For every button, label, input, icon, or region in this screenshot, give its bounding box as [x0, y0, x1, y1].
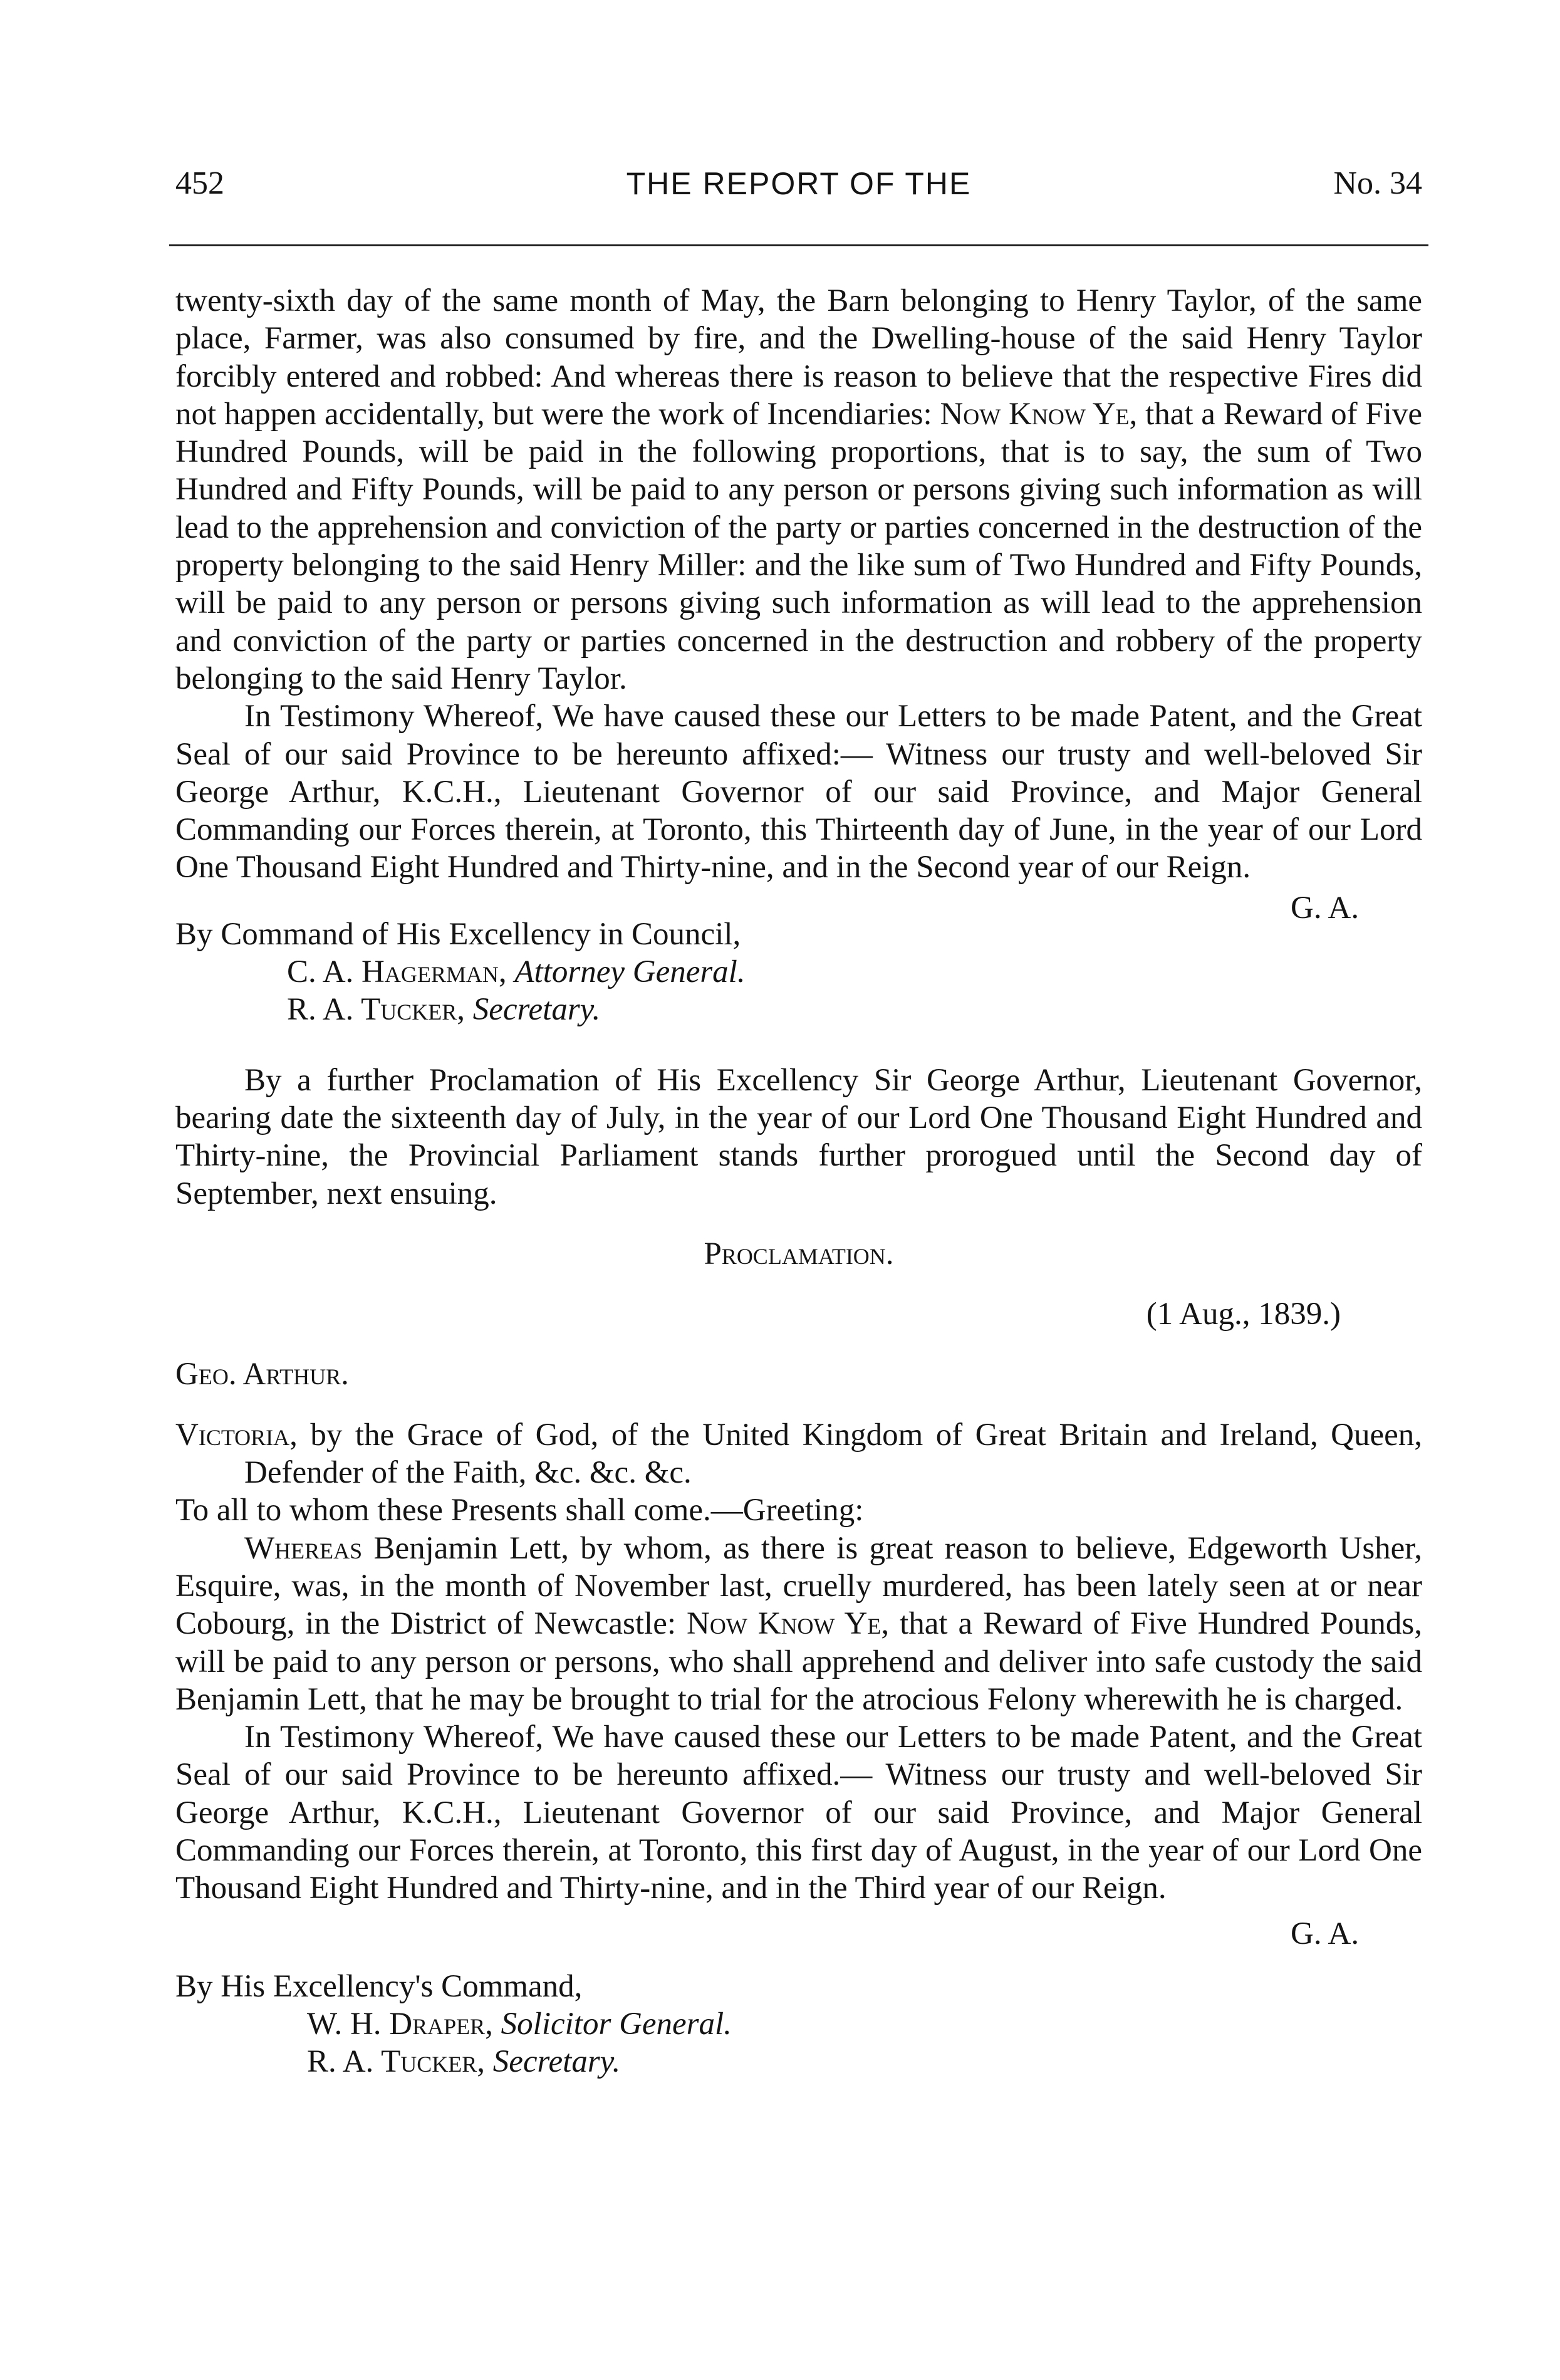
- spacer: [175, 1029, 1422, 1062]
- spacer: [175, 1945, 1422, 1968]
- royal-style: [175, 1416, 1423, 1492]
- signature-block-2: [175, 1908, 1422, 1951]
- greeting: To all to whom these Presents shall come.—Greeting:: [175, 1493, 864, 1528]
- whereas: Whereas: [244, 1530, 363, 1566]
- official-name: W. H. Draper,: [307, 2006, 493, 2042]
- page-number: 452: [175, 165, 224, 201]
- now-know-ye: Now Know Ye,: [940, 396, 1138, 432]
- signature-initials: G. A.: [1291, 890, 1360, 926]
- spacer: [175, 1333, 1422, 1355]
- official-title: Secretary.: [472, 992, 601, 1028]
- official-title: Attorney General.: [514, 954, 746, 990]
- body-text: [175, 282, 1422, 2080]
- governor-name: Geo. Arthur.: [175, 1357, 349, 1392]
- paragraph-reward-lett: [175, 1530, 1422, 1718]
- official-title: Secretary.: [492, 2044, 621, 2080]
- spacer: [175, 1213, 1422, 1235]
- paragraph-testimony-1: In Testimony Whereof, We have caused these our Letters to be made Patent, and the Great Seal of our said Province to be hereunto affixed:— Witness our trusty and well-beloved Sir George Arthur, K.C.H., Lieutenant Governor of our said Province, and Major General Commanding our Forces therein, at Toronto, this Thirteenth day of June, in the year of our Lord One Thousand Eight Hundred and Thirty-nine, and in the Second year of our Reign.: [175, 699, 1422, 885]
- official-name: R. A. Tucker,: [307, 2044, 486, 2080]
- official-name: R. A. Tucker,: [287, 992, 465, 1028]
- proclamation-heading: Proclamation.: [704, 1236, 894, 1271]
- paragraph-text: Benjamin Lett, by whom, as there is great reason to believe, Edgeworth Usher, Esquire, was, in the month of November last, cruelly murdered, has been lately seen at or near Cobourg, in the District of Newcastle:: [175, 1530, 1422, 1642]
- royal-style-text: by the Grace of God, of the United Kingdom of Great Britain and Ireland, Queen, Defender of the Faith, &c. &c. &c.: [244, 1417, 1423, 1491]
- official-line: [307, 2005, 1422, 2043]
- paragraph-text: that a Reward of Five Hundred Pounds, will be paid in the following proportions, that is to say, the sum of Two Hundred and Fifty Pounds, will be paid to any person or persons giving such information as will lead to the apprehension and conviction of the party or parties concerned in the destruction of the property belonging to the said Henry Miller: and the like sum of Two Hundred and Fifty Pounds, will be paid to any person or persons giving such information as will lead to the apprehension and conviction of the party or parties concerned in the destruction and robbery of the property belonging to the said Henry Taylor.: [175, 396, 1423, 696]
- paragraph-reward-fires: [175, 282, 1422, 697]
- spacer: [175, 1394, 1422, 1416]
- official-line: [287, 953, 1422, 991]
- proclamation-date: (1 Aug., 1839.): [1146, 1297, 1341, 1332]
- now-know-ye: Now Know Ye,: [686, 1606, 890, 1642]
- spacer: [175, 1273, 1422, 1295]
- paragraph-text: twenty-sixth day of the same month of May, the Barn belonging to Henry Taylor, of the same place, Farmer, was also consumed by fire, and the Dwelling-house of the said Henry Taylor forcibly entered and robbed: And whereas there is reason to believe that the respective Fires did not happen accidentally, but were the work of Incendiaries:: [175, 283, 1422, 432]
- official-line: [307, 2043, 1422, 2080]
- paragraph-prorogation: By a further Proclamation of His Excellency Sir George Arthur, Lieutenant Governor, bearing date the sixteenth day of July, in the year of our Lord One Thousand Eight Hundred and Thirty-nine, the Provincial Parliament stands further prorogued until the Second day of September, next ensuing.: [175, 1062, 1422, 1211]
- command-line: By Command of His Excellency in Council,: [175, 916, 741, 952]
- header-rule: [169, 244, 1428, 246]
- paragraph-text: that a Reward of Five Hundred Pounds, will be paid to any person or persons, who shall apprehend and deliver into safe custody the said Benjamin Lett, that he may be brought to trial for the atrocious Felony wherewith he is charged.: [175, 1606, 1423, 1717]
- signature-initials: G. A.: [1291, 1916, 1360, 1951]
- page-header: [175, 162, 1422, 206]
- official-title: Solicitor General.: [501, 2006, 732, 2042]
- victoria: Victoria,: [175, 1417, 298, 1453]
- paragraph-testimony-2: In Testimony Whereof, We have caused these our Letters to be made Patent, and the Great Seal of our said Province to be hereunto affixed.— Witness our trusty and well-beloved Sir George Arthur, K.C.H., Lieutenant Governor of our said Province, and Major General Commanding our Forces therein, at Toronto, this first day of August, in the year of our Lord One Thousand Eight Hundred and Thirty-nine, and in the Third year of our Reign.: [175, 1720, 1422, 1906]
- signature-block-1: [175, 887, 1422, 924]
- official-name: C. A. Hagerman,: [287, 954, 507, 990]
- running-title: THE REPORT OF THE: [626, 166, 972, 201]
- official-line: [287, 991, 1422, 1028]
- command-line: By His Excellency's Command,: [175, 1968, 583, 2004]
- document-number: No. 34: [1333, 165, 1422, 201]
